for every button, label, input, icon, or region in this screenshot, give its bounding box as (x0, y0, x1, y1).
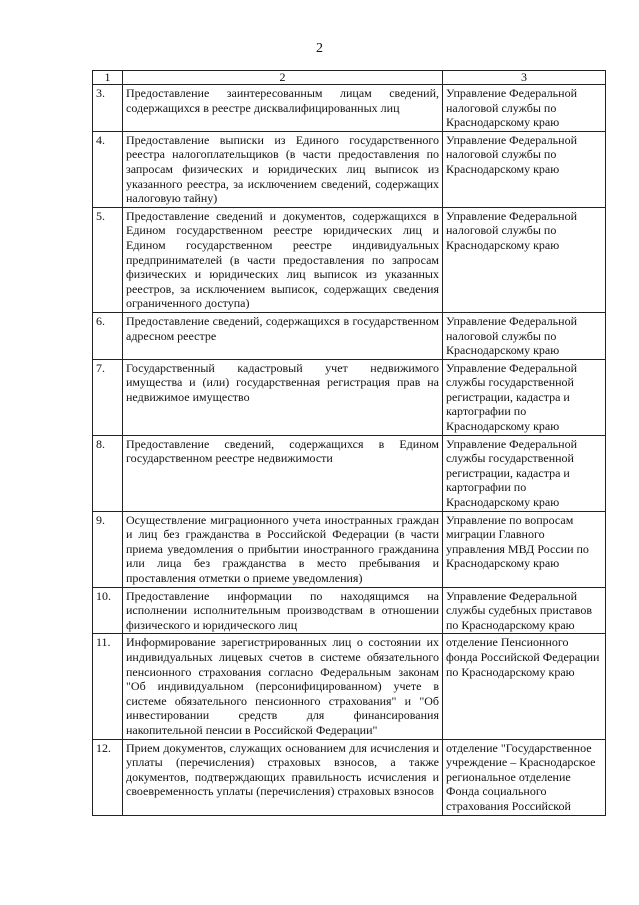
row-number: 7. (93, 359, 123, 435)
table-row (93, 131, 606, 207)
header-col-1: 1 (93, 71, 123, 85)
row-number: 12. (93, 739, 123, 815)
row-number: 10. (93, 587, 123, 634)
page-number: 2 (316, 41, 323, 56)
table-row (93, 312, 606, 359)
service-description: Предоставление сведений, содержащихся в Едином государственном реестре недвижимости (123, 435, 443, 511)
responsible-organization: Управление Федеральной налоговой службы по Краснодарскому краю (443, 85, 606, 132)
service-description: Предоставление заинтересованным лицам сведений, содержащихся в реестре дисквалифицированных лиц (123, 85, 443, 132)
responsible-organization: Управление Федеральной службы государственной регистрации, кадастра и картографии по Краснодарскому краю (443, 435, 606, 511)
responsible-organization: Управление Федеральной службы судебных приставов по Краснодарскому краю (443, 587, 606, 634)
responsible-organization: Управление Федеральной службы государственной регистрации, кадастра и картографии по Краснодарскому краю (443, 359, 606, 435)
responsible-organization: Управление по вопросам миграции Главного управления МВД России по Краснодарскому краю (443, 511, 606, 587)
responsible-organization: Управление Федеральной налоговой службы по Краснодарскому краю (443, 131, 606, 207)
row-number: 6. (93, 312, 123, 359)
responsible-organization: отделение Пенсионного фонда Российской Федерации по Краснодарскому краю (443, 634, 606, 739)
table-row (93, 634, 606, 739)
row-number: 11. (93, 634, 123, 739)
service-description: Предоставление выписки из Единого государственного реестра налогоплательщиков (в части предоставления по запросам физических и юридических лиц выписок из указанного реестра, за исключением сведений, содержащих налоговую тайну) (123, 131, 443, 207)
table-row (93, 207, 606, 312)
row-number: 4. (93, 131, 123, 207)
service-description: Информирование зарегистрированных лиц о состоянии их индивидуальных лицевых счетов в системе обязательного пенсионного страхования согласно Федеральным законам "Об индивидуальном (персонифицированном) учете в системе обязательного пенсионного страхования" и "Об инвестировании средств для финансирования накопительной пенсии в Российской Федерации" (123, 634, 443, 739)
table-header-row (93, 71, 606, 85)
services-table (92, 70, 606, 816)
service-description: Предоставление сведений, содержащихся в государственном адресном реестре (123, 312, 443, 359)
table-row (93, 359, 606, 435)
table-row (93, 511, 606, 587)
service-description: Государственный кадастровый учет недвижимого имущества и (или) государственная регистрация прав на недвижимое имущество (123, 359, 443, 435)
responsible-organization: Управление Федеральной налоговой службы по Краснодарскому краю (443, 207, 606, 312)
table-row (93, 587, 606, 634)
row-number: 3. (93, 85, 123, 132)
table-row (93, 85, 606, 132)
row-number: 5. (93, 207, 123, 312)
responsible-organization: отделение "Государственное учреждение – Краснодарское региональное отделение Фонда социального страхования Российской (443, 739, 606, 815)
row-number: 8. (93, 435, 123, 511)
service-description: Осуществление миграционного учета иностранных граждан и лиц без гражданства в Российской Федерации (в части приема уведомления о прибытии иностранного гражданина или лица без гражданства в место пребывания и проставления отметки о приеме уведомления) (123, 511, 443, 587)
header-col-3: 3 (443, 71, 606, 85)
header-col-2: 2 (123, 71, 443, 85)
table-row (93, 739, 606, 815)
service-description: Предоставление сведений и документов, содержащихся в Едином государственном реестре юридических лиц и Едином государственном реестре индивидуальных предпринимателей (в части предоставления по запросам физических и юридических лиц выписок из указанных реестров, за исключением выписок, содержащих сведения ограниченного доступа) (123, 207, 443, 312)
responsible-organization: Управление Федеральной налоговой службы по Краснодарскому краю (443, 312, 606, 359)
service-description: Предоставление информации по находящимся на исполнении исполнительным производствам в отношении физического и юридического лиц (123, 587, 443, 634)
row-number: 9. (93, 511, 123, 587)
table-row (93, 435, 606, 511)
service-description: Прием документов, служащих основанием для исчисления и уплаты (перечисления) страховых взносов, а также документов, подтверждающих правильность исчисления и своевременность уплаты (перечисления) страховых взносов (123, 739, 443, 815)
